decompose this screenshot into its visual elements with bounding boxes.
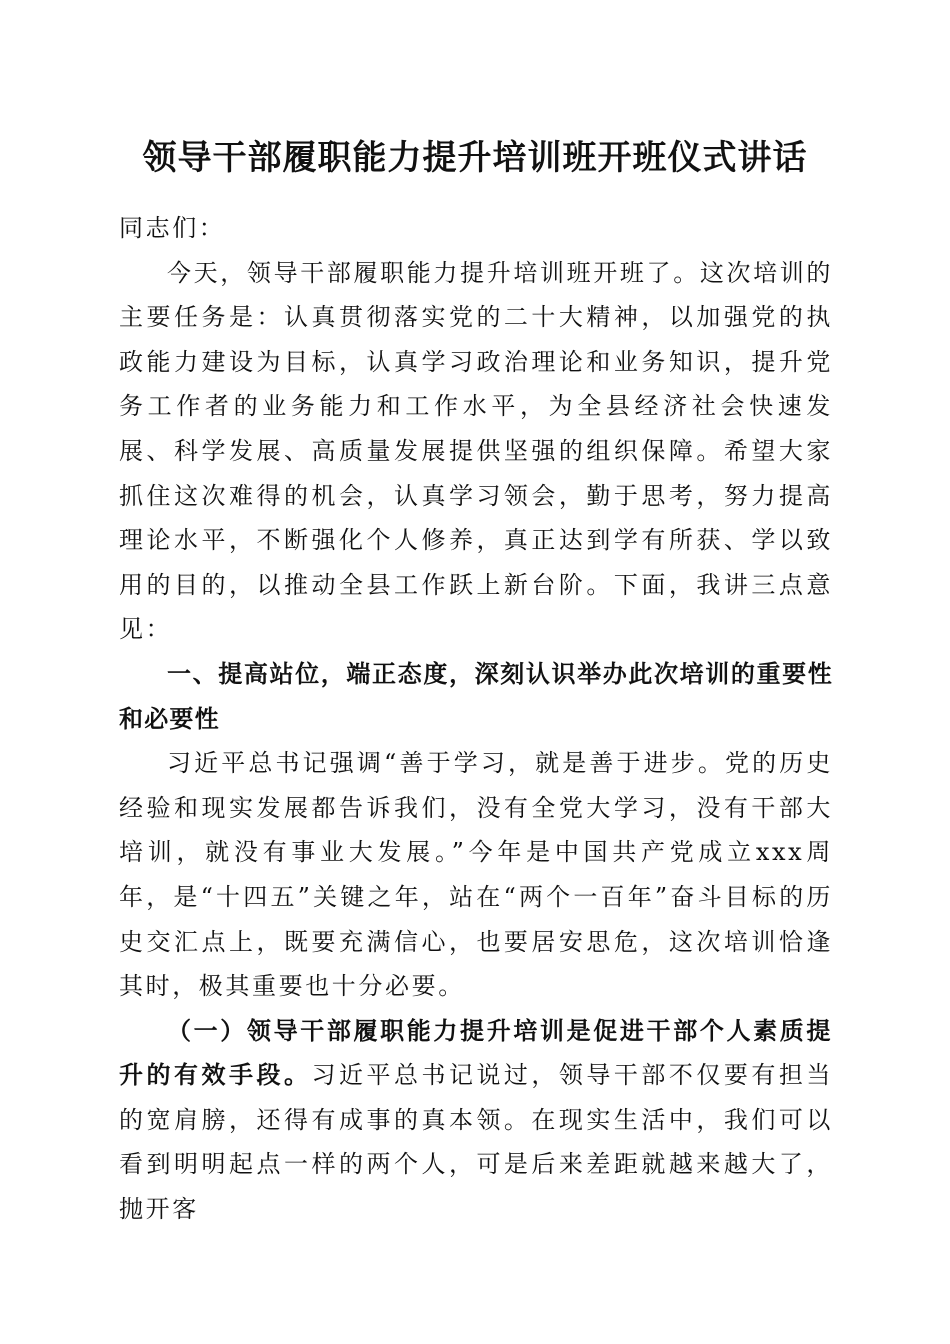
subsection-heading-1: （一）领导干部履职能力提升培训是促进干部个人素质提升的有效手段。 [119,1015,833,1090]
section-1-paragraph: 习近平总书记强调“善于学习，就是善于进步。党的历史经验和现实发展都告诉我们，没有全党大学习，没有干部大培训，就没有事业大发展。”今年是中国共产党成立xxx周年，是“十四五”关键之年，站在“两个一百年”奋斗目标的历史交汇点上，既要充满信心，也要居安思危，这次培训恰逢其时，极其重要也十分必要。 [119,749,833,1001]
document-body [119,206,833,1232]
intro-paragraph: 今天，领导干部履职能力提升培训班开班了。这次培训的主要任务是：认真贯彻落实党的二十大精神，以加强党的执政能力建设为目标，认真学习政治理论和业务知识，提升党务工作者的业务能力和工作水平，为全县经济社会快速发展、科学发展、高质量发展提供坚强的组织保障。希望大家抓住这次难得的机会，认真学习领会，勤于思考，努力提高理论水平，不断强化个人修养，真正达到学有所获、学以致用的目的，以推动全县工作跃上新台阶。下面，我讲三点意见： [119,258,833,644]
salutation: 同志们： [119,214,226,242]
section-heading-1: 一、提高站位，端正态度，深刻认识举办此次培训的重要性和必要性 [119,659,833,733]
subsection-1-text: 习近平总书记说过，领导干部不仅要有担当的宽肩膀，还得有成事的真本领。在现实生活中，我们可以看到明明起点一样的两个人，可是后来差距就越来越大了，抛开客 [119,1061,833,1224]
subsection-1-paragraph [119,1009,833,1232]
document-title: 领导干部履职能力提升培训班开班仪式讲话 [142,138,808,178]
